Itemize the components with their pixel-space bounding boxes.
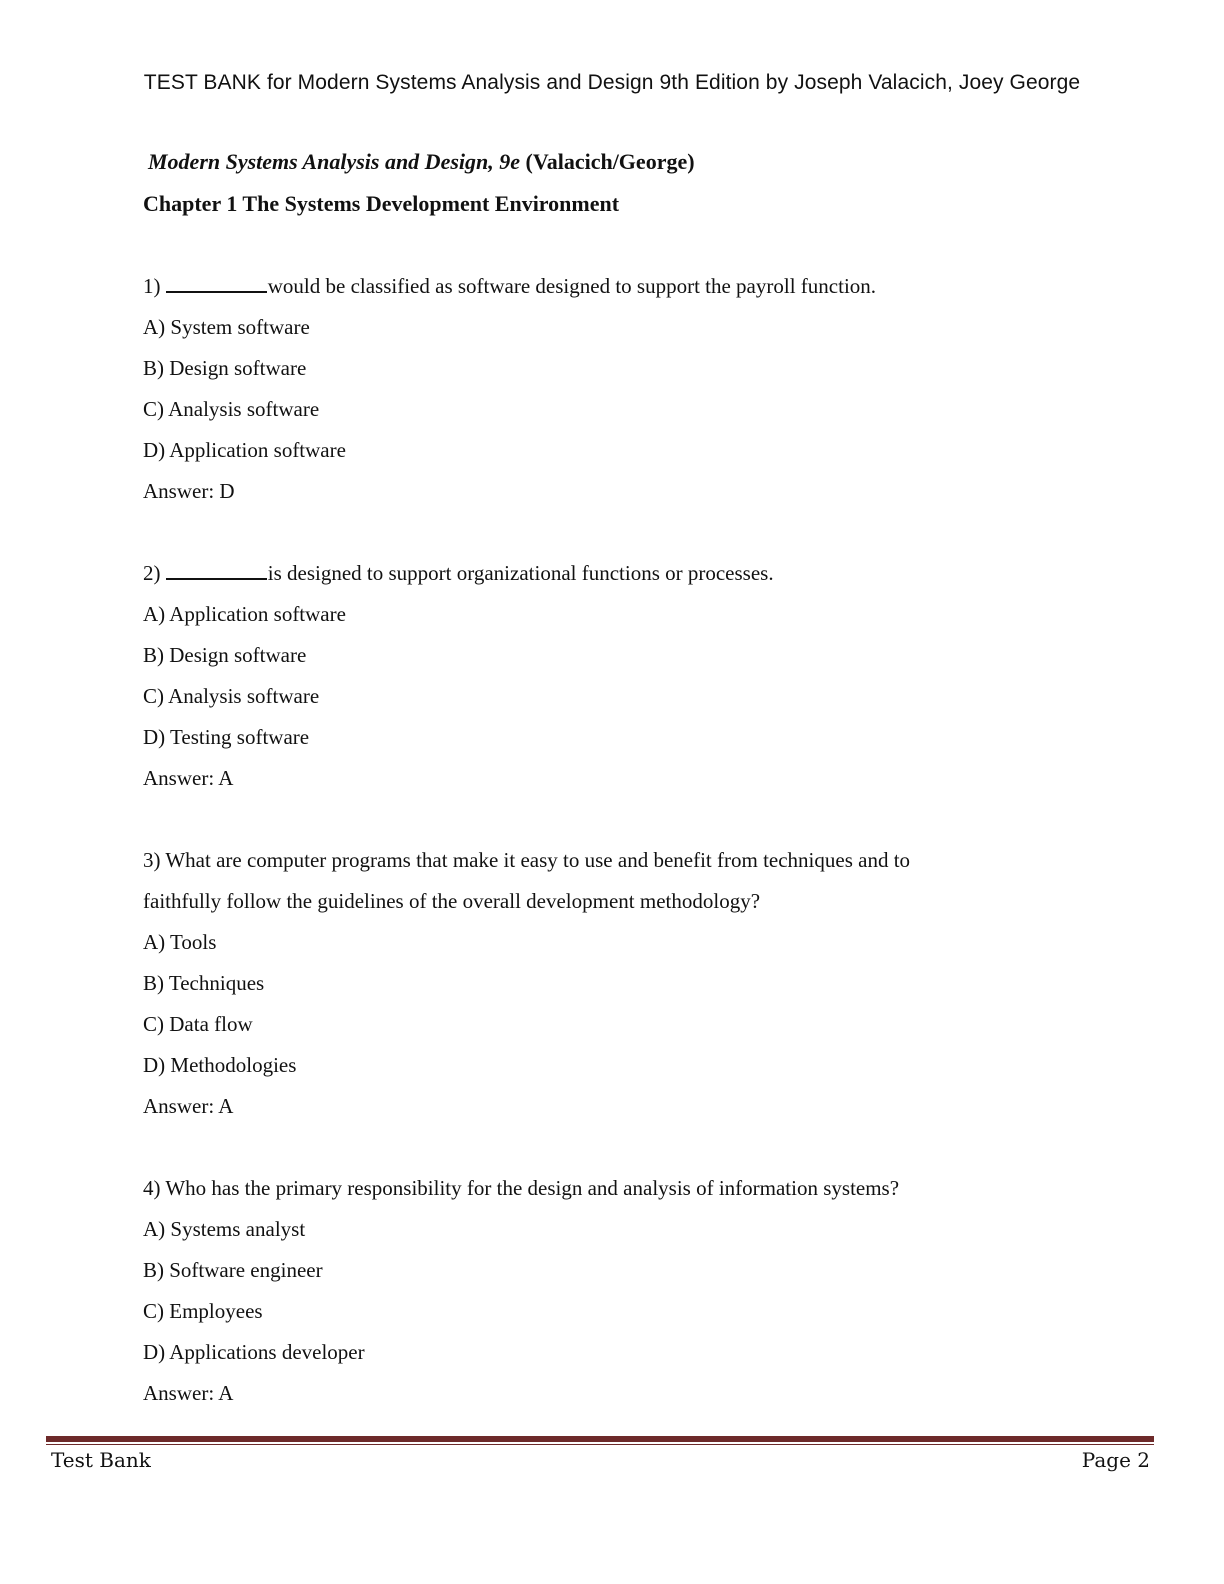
fill-in-blank: [166, 271, 267, 293]
question-3-option-d: D) Methodologies: [143, 1053, 297, 1077]
question-2-stem: [143, 558, 774, 588]
question-1-text: would be classified as software designed to support the payroll function.: [267, 274, 877, 298]
question-4-option-a: A) Systems analyst: [143, 1217, 306, 1241]
question-2-option-c: C) Analysis software: [143, 684, 320, 708]
question-4-option-d: D) Applications developer: [143, 1340, 365, 1364]
question-1-option-b: B) Design software: [143, 356, 307, 380]
question-3-stem-line-2: faithfully follow the guidelines of the overall development methodology?: [143, 889, 761, 913]
question-2-option-a: A) Application software: [143, 602, 346, 626]
question-3-stem-line-1: 3) What are computer programs that make it easy to use and benefit from techniques and to: [143, 848, 911, 872]
footer-divider-thin: [46, 1444, 1154, 1445]
question-2-option-d: D) Testing software: [143, 725, 310, 749]
question-1-number: 1): [143, 274, 161, 298]
question-4-option-c: C) Employees: [143, 1299, 263, 1323]
book-title-italic: Modern Systems Analysis and Design, 9e: [148, 149, 521, 174]
question-2-answer: Answer: A: [143, 766, 234, 790]
book-title: [148, 147, 695, 177]
question-3-option-c: C) Data flow: [143, 1012, 253, 1036]
footer-label: Test Bank: [51, 1448, 151, 1472]
question-1-option-d: D) Application software: [143, 438, 346, 462]
document-header: TEST BANK for Modern Systems Analysis and Design 9th Edition by Joseph Valacich, Joey George: [143, 71, 1081, 94]
question-2-option-b: B) Design software: [143, 643, 307, 667]
question-1-option-a: A) System software: [143, 315, 310, 339]
question-3-option-b: B) Techniques: [143, 971, 265, 995]
question-4-stem: 4) Who has the primary responsibility for the design and analysis of information systems?: [143, 1176, 900, 1200]
question-1-stem: [143, 271, 876, 301]
fill-in-blank: [166, 558, 267, 580]
chapter-heading: Chapter 1 The Systems Development Environment: [143, 191, 620, 216]
question-4-option-b: B) Software engineer: [143, 1258, 323, 1282]
question-1-answer: Answer: D: [143, 479, 235, 503]
question-3-option-a: A) Tools: [143, 930, 217, 954]
footer-divider: [46, 1436, 1154, 1442]
question-4-answer: Answer: A: [143, 1381, 234, 1405]
question-1-option-c: C) Analysis software: [143, 397, 320, 421]
page-number: Page 2: [1081, 1448, 1150, 1472]
question-3-answer: Answer: A: [143, 1094, 234, 1118]
question-2-number: 2): [143, 561, 161, 585]
question-2-text: is designed to support organizational functions or processes.: [267, 561, 774, 585]
book-title-authors: (Valacich/George): [525, 149, 695, 174]
